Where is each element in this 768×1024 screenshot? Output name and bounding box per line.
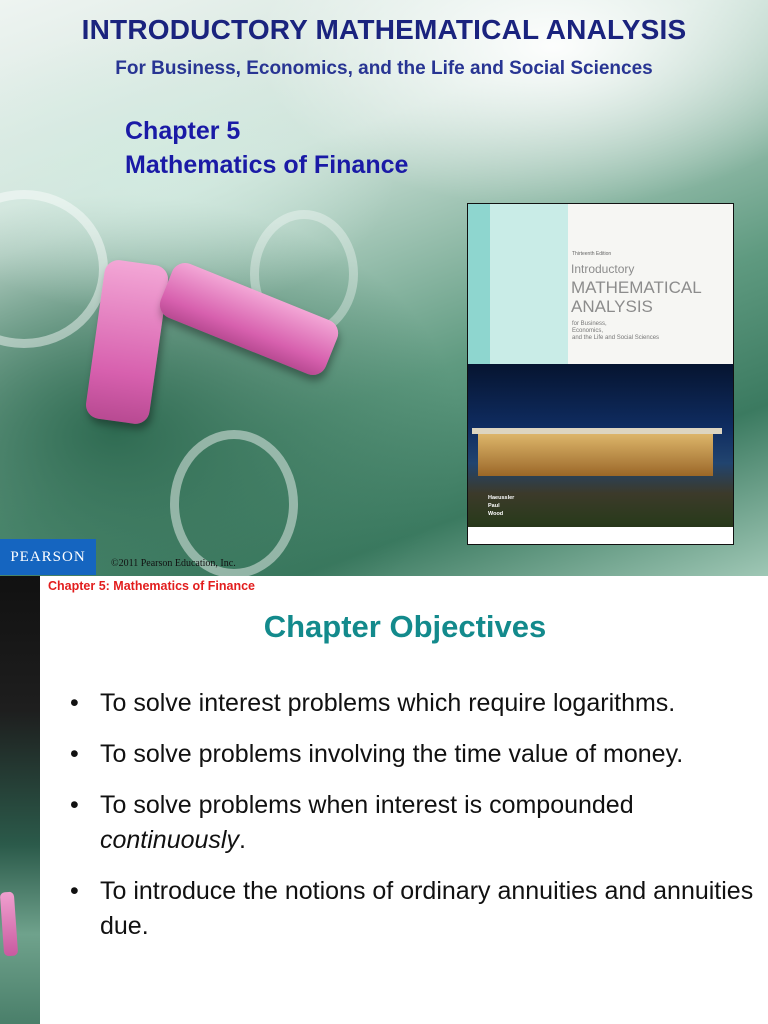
cover-footer [468, 527, 733, 544]
bullet-icon: • [70, 689, 79, 717]
course-subtitle: For Business, Economics, and the Life and Social Sciences [115, 58, 653, 79]
cover-title-line3: ANALYSIS [571, 297, 653, 316]
copyright-text: ©2011 Pearson Education, Inc. [111, 558, 236, 569]
cover-title-line1: Introductory [571, 262, 635, 276]
objectives-list [70, 686, 760, 960]
pearson-logo: PEARSON [0, 539, 96, 575]
chapter-heading [125, 114, 408, 182]
cover-author: Haeussler [488, 495, 515, 501]
chalk-stroke [170, 430, 298, 576]
objective-emphasis: continuously [100, 826, 239, 854]
cover-title-line2: MATHEMATICAL [571, 278, 702, 297]
objective-text: To solve problems when interest is compounded [100, 791, 634, 819]
objective-text: To introduce the notions of ordinary annuities and annuities due. [100, 877, 754, 940]
bullet-icon: • [70, 791, 79, 819]
cover-title-main [571, 278, 702, 316]
list-item [70, 788, 760, 858]
objectives-slide [0, 576, 768, 1024]
cover-author: Wood [488, 511, 504, 517]
course-title: INTRODUCTORY MATHEMATICAL ANALYSIS [81, 14, 687, 45]
pink-chalk-image [0, 892, 18, 957]
cover-edition: Thirteenth Edition [572, 251, 612, 257]
cover-stripe [468, 204, 490, 364]
objective-text: To solve problems involving the time value of money. [100, 740, 684, 768]
chapter-number: Chapter 5 [125, 117, 241, 145]
chalk-stroke [0, 190, 108, 348]
slide-header: Chapter 5: Mathematics of Finance [48, 579, 255, 593]
objective-text: To solve interest problems which require logarithms. [100, 689, 676, 717]
list-item [70, 874, 760, 944]
chapter-name: Mathematics of Finance [125, 151, 409, 179]
cover-subtitle [572, 321, 682, 342]
cover-subtitle-line: Economics, [572, 328, 604, 334]
cover-subtitle-line: and the Life and Social Sciences [572, 335, 660, 341]
objective-suffix: . [238, 826, 246, 854]
bullet-icon: • [70, 877, 79, 905]
cover-subtitle-line: for Business, [572, 321, 607, 327]
cover-stripe [490, 204, 568, 364]
list-item [70, 737, 760, 772]
cover-author: Paul [488, 503, 500, 509]
slide-title: Chapter Objectives [263, 609, 547, 644]
book-cover-image [467, 203, 734, 545]
cover-authors [488, 494, 514, 518]
list-item [70, 686, 760, 721]
building-lights [478, 434, 713, 476]
bullet-icon: • [70, 740, 79, 768]
